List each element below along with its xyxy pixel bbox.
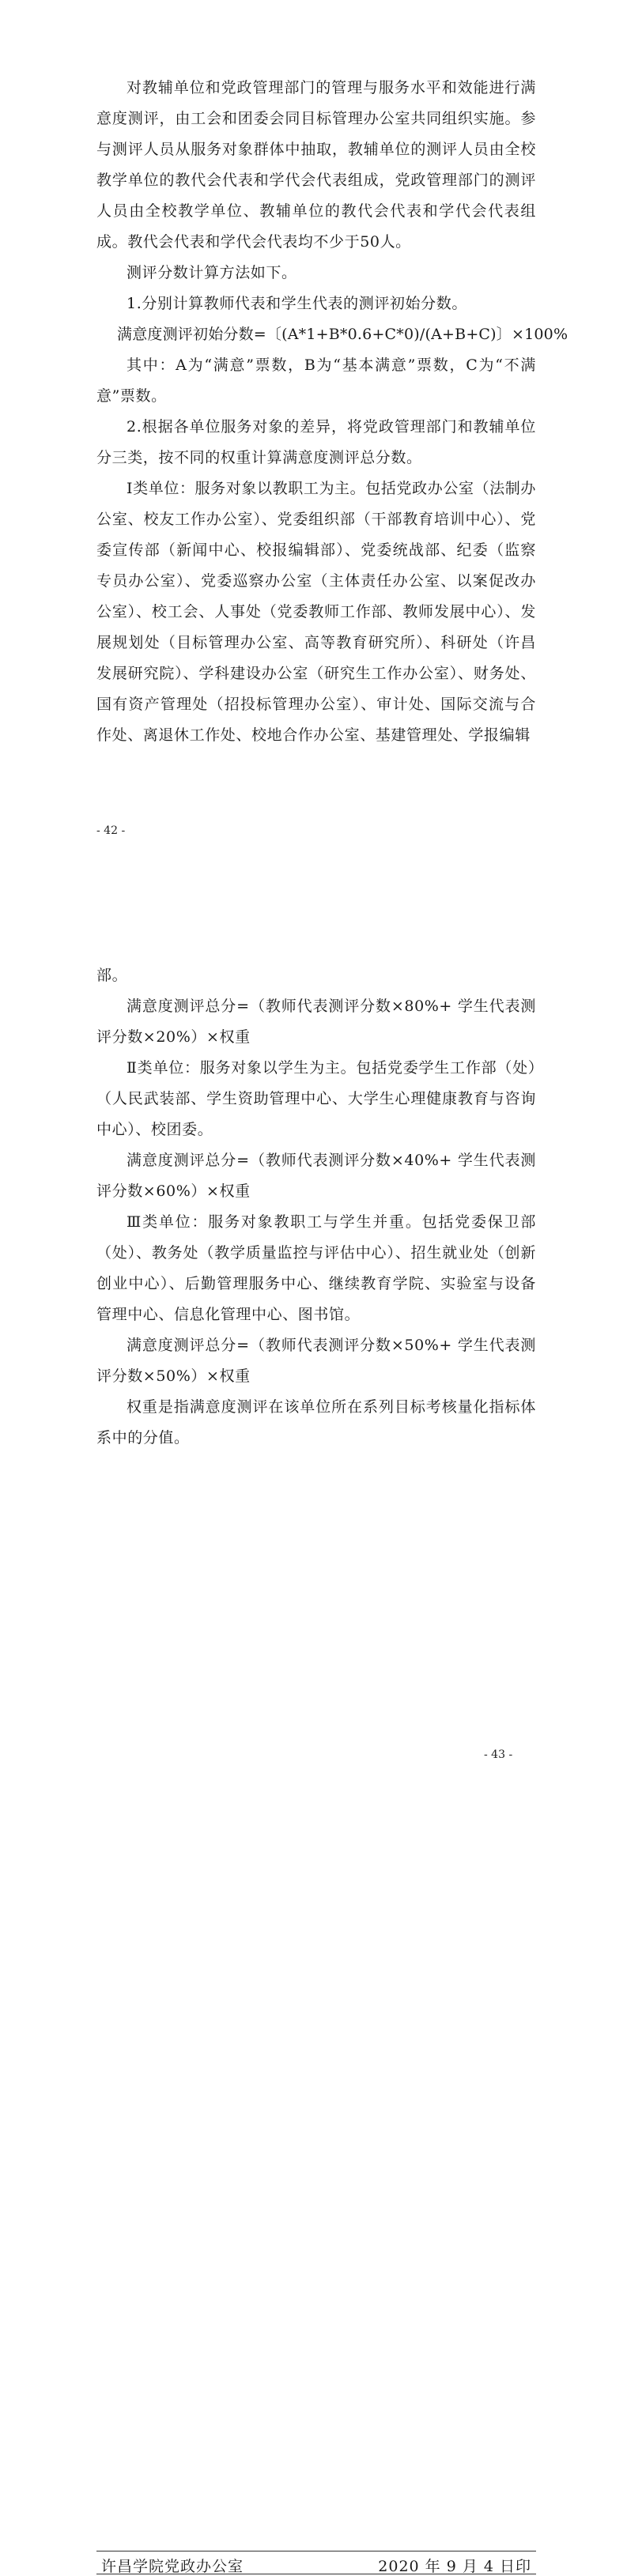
page-body	[96, 960, 536, 1454]
page-number: - 43 -	[484, 1748, 513, 1761]
formula-class-2-total: 满意度测评总分=（教师代表测评分数×40%+ 学生代表测评分数×60%）×权重	[96, 1152, 536, 1200]
formula-initial-score: 满意度测评初始分数=〔(A*1+B*0.6+C*0)/(A+B+C)〕×100%	[117, 326, 568, 343]
footer-print-date: 2020 年 9 月 4 日印	[378, 2558, 531, 2575]
document-page-43	[0, 887, 627, 2575]
paragraph-method-heading: 测评分数计算方法如下。	[127, 264, 297, 281]
paragraph-weight-definition: 权重是指满意度测评在该单位所在系列目标考核量化指标体系中的分值。	[96, 1398, 536, 1446]
formula-class-3-total: 满意度测评总分=（教师代表测评分数×50%+ 学生代表测评分数×50%）×权重	[96, 1337, 536, 1385]
paragraph-class-3-units: Ⅲ类单位：服务对象教职工与学生并重。包括党委保卫部（处）、教务处（教学质量监控与评估中心）、招生就业处（创新创业中心）、后勤管理服务中心、继续教育学院、实验室与设备管理中心、信息化管理中心、图书馆。	[96, 1213, 536, 1323]
paragraph-class-1-units: Ⅰ类单位：服务对象以教职工为主。包括党政办公室（法制办公室、校友工作办公室）、党委组织部（干部教育培训中心）、党委宣传部（新闻中心、校报编辑部）、党委统战部、纪委（监察专员办公室）、党委巡察办公室（主体责任办公室、以案促改办公室）、校工会、人事处（党委教师工作部、教师发展中心）、发展规划处（目标管理办公室、高等教育研究所）、科研处（许昌发展研究院）、学科建设办公室（研究生工作办公室）、财务处、国有资产管理处（招投标管理办公室）、审计处、国际交流与合作处、离退休工作处、校地合作办公室、基建管理处、学报编辑	[96, 480, 536, 744]
print-footer	[96, 2551, 536, 2574]
formula-class-1-total: 满意度测评总分=（教师代表测评分数×80%+ 学生代表测评分数×20%）×权重	[96, 998, 536, 1046]
page-body	[96, 73, 568, 751]
paragraph-class-2-units: Ⅱ类单位：服务对象以学生为主。包括党委学生工作部（处）（人民武装部、学生资助管理中心、大学生心理健康教育与咨询中心）、校团委。	[96, 1059, 536, 1138]
document-page-42	[0, 0, 627, 887]
paragraph-step-1: 1.分别计算教师代表和学生代表的测评初始分数。	[127, 295, 467, 312]
paragraph-formula-legend: 其中：A为“满意”票数，B为“基本满意”票数，C为“不满意”票数。	[96, 356, 536, 405]
page-number: - 42 -	[96, 824, 126, 837]
footer-organization: 许昌学院党政办公室	[101, 2558, 244, 2575]
paragraph-intro: 对教辅单位和党政管理部门的管理与服务水平和效能进行满意度测评，由工会和团委会同目标管理办公室共同组织实施。参与测评人员从服务对象群体中抽取，教辅单位的测评人员由全校教学单位的教代会代表和学代会代表组成，党政管理部门的测评人员由全校教学单位、教辅单位的教代会代表和学代会代表组成。教代会代表和学代会代表均不少于50人。	[96, 79, 536, 251]
paragraph-continuation: 部。	[96, 967, 128, 984]
paragraph-step-2: 2.根据各单位服务对象的差异，将党政管理部门和教辅单位分三类，按不同的权重计算满意度测评总分数。	[96, 418, 536, 466]
